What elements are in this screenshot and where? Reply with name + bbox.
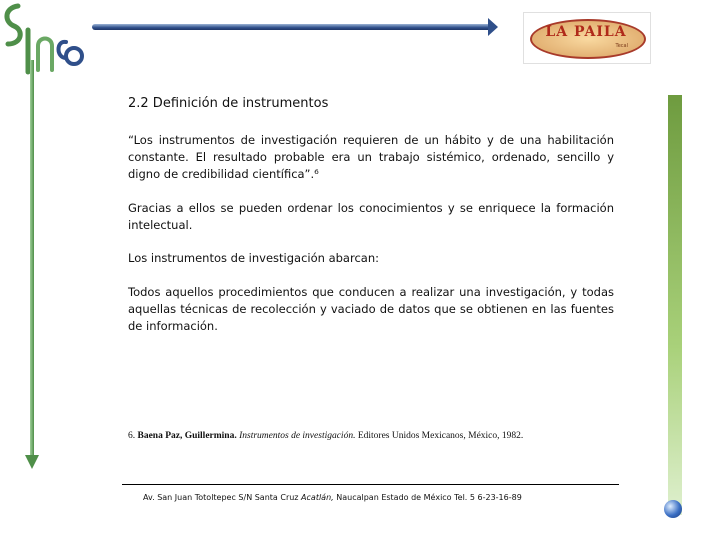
- footnote-number: 6.: [128, 431, 136, 441]
- paragraph-ordering: Gracias a ellos se pueden ordenar los conocimientos y se enriquece la formación intelectual.: [128, 201, 614, 232]
- address-locality: Acatlán,: [301, 493, 334, 502]
- down-arrow-icon: [25, 455, 39, 469]
- la-paila-logo: [523, 12, 651, 64]
- section-heading: 2.2 Definición de instrumentos: [128, 96, 329, 111]
- globe-icon: [664, 500, 682, 518]
- footer-rule: [122, 484, 619, 485]
- paragraph-procedures: Todos aquellos procedimientos que conducen a realizar una investigación, y todas aquellas técnicas de recolección y vaciado de datos que se obtienen en las fuentes de información.: [128, 285, 614, 333]
- footer-address: [143, 493, 613, 502]
- footnote-title: Instrumentos de investigación.: [239, 431, 356, 441]
- logo-text: Sinco: [44, 88, 47, 89]
- brand-name: LA PAILA: [545, 24, 627, 40]
- header-arrow-icon: [488, 18, 498, 36]
- left-rule: [30, 60, 34, 460]
- footnote: [128, 431, 614, 441]
- sinco-logo: [0, 0, 96, 90]
- header-rule: [92, 24, 492, 30]
- address-street: Av. San Juan Totoltepec S/N Santa Cruz: [143, 493, 299, 502]
- side-decoration-bar: [668, 95, 682, 515]
- footnote-author: Baena Paz, Guillermina.: [137, 431, 237, 441]
- paragraph-scope-intro: Los instrumentos de investigación abarcan:: [128, 251, 379, 265]
- paragraph-quote: “Los instrumentos de investigación requieren de un hábito y de una habilitación constante. El resultado probable era un trabajo sistémico, ordenado, sencillo y digno de credibilidad científica”.⁶: [128, 133, 614, 181]
- footnote-publisher: Editores Unidos Mexicanos, México, 1982.: [357, 431, 524, 441]
- brand-tagline: Tecal: [615, 43, 628, 49]
- address-city-phone: Naucalpan Estado de México Tel. 5 6-23-16-89: [336, 493, 522, 502]
